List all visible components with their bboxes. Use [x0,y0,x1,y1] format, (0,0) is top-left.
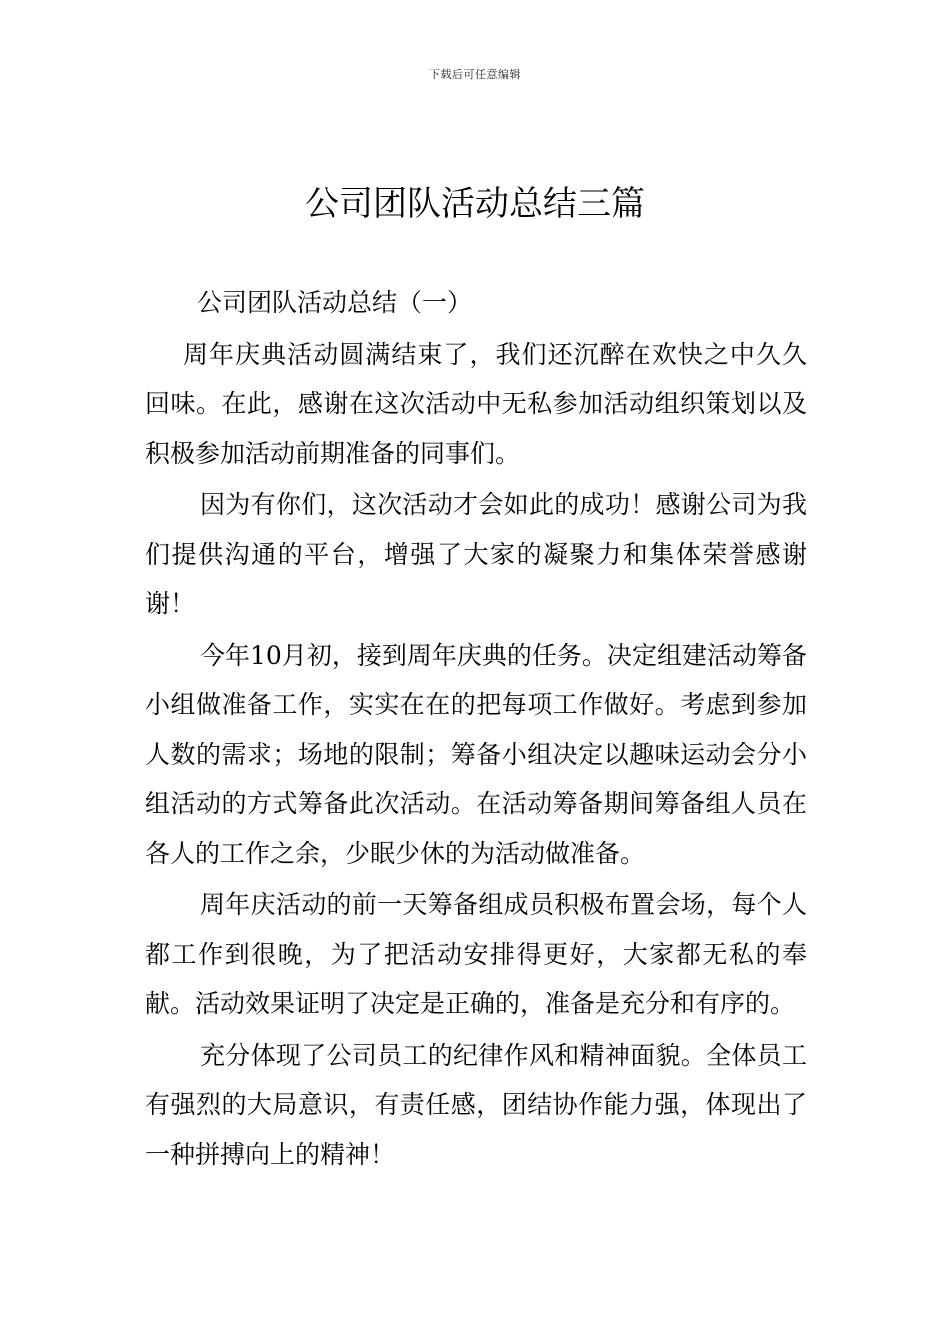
document-title: 公司团队活动总结三篇 [305,184,645,224]
paragraph-3: 今年10月初，接到周年庆典的任务。决定组建活动筹备小组做准备工作，实实在在的把每项工作做好。考虑到参加人数的需求；场地的限制；筹备小组决定以趣味运动会分小组活动的方式筹备此次活动。在活动筹备期间筹备组人员在各人的工作之余，少眠少休的为活动做准备。 [145,640,807,868]
header-note: 下载后可任意编辑 [429,68,521,81]
paragraph-2: 因为有你们，这次活动才会如此的成功！感谢公司为我们提供沟通的平台，增强了大家的凝聚力和集体荣誉感谢谢！ [145,490,807,618]
section-heading: 公司团队活动总结（一） [197,288,473,317]
paragraph-5: 充分体现了公司员工的纪律作风和精神面貌。全体员工有强烈的大局意识，有责任感，团结协作能力强，体现出了一种拼搏向上的精神！ [145,1040,807,1169]
document-body [145,278,807,1179]
paragraph-1: 周年庆典活动圆满结束了，我们还沉醉在欢快之中久久回味。在此，感谢在这次活动中无私参加活动组织策划以及积极参加活动前期准备的同事们。 [145,339,807,468]
paragraph-4: 周年庆活动的前一天筹备组成员积极布置会场，每个人都工作到很晚，为了把活动安排得更好，大家都无私的奉献。活动效果证明了决定是正确的，准备是充分和有序的。 [145,890,807,1018]
